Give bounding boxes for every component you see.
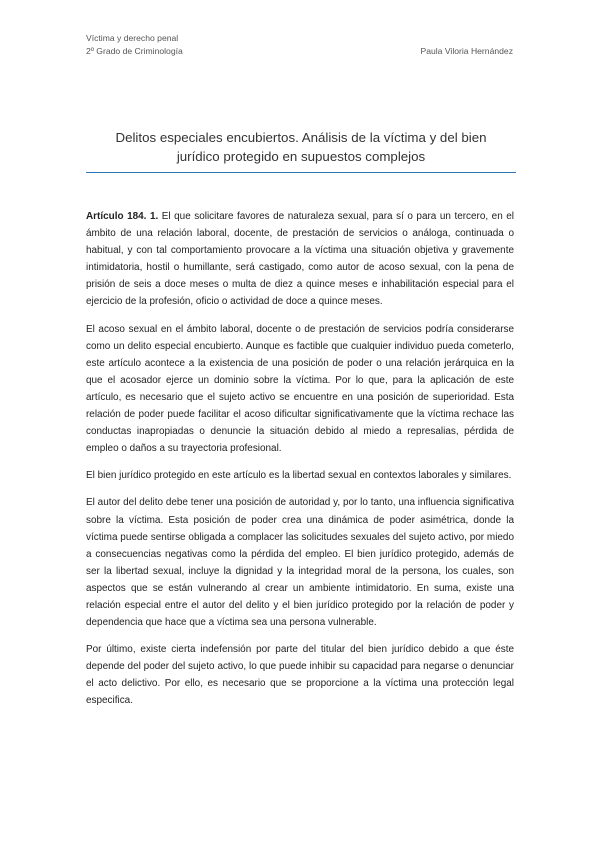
article-paragraph (86, 208, 514, 311)
document-body (86, 208, 514, 720)
article-text: El que solicitare favores de naturaleza sexual, para sí o para un tercero, en el ámbito de una relación laboral, docente, de prestación de servicios o análoga, continuada o habitual, y con tal comportamiento provocare a la víctima una situación objetiva y gravemente intimidatoria, hostil o humillante, será castigado, como autor de acoso sexual, con la pena de prisión de seis a doce meses o multa de diez a quince meses e inhabilitación especial para el ejercicio de la profesión, oficio o actividad de doce a quince meses. (86, 211, 514, 308)
title-line-2: jurídico protegido en supuestos complejos (176, 149, 426, 164)
document-title (86, 128, 516, 166)
title-line-1: Delitos especiales encubiertos. Análisis de la víctima y del bien (115, 130, 487, 145)
paragraph-2: El acoso sexual en el ámbito laboral, docente o de prestación de servicios podría considerarse como un delito especial encubierto. Aunque es factible que cualquier individuo pueda cometerlo, este artículo acontece a la existencia de una posición de poder o una relación jerárquica en la que el acosador ejerce un dominio sobre la víctima. Por lo que, para la aplicación de este artículo, es necesario que el sujeto activo se encuentre en una posición de superioridad. Esta relación de poder puede facilitar el acoso dificultar significativamente que la víctima rechace las conductas inapropiadas o denuncie la situación debido al miedo a represalias, pérdida de empleo o daños a su trayectoria profesional. (86, 323, 514, 455)
page-header-left (86, 32, 183, 58)
title-underline (86, 172, 516, 173)
paragraph-3: El bien jurídico protegido en este artículo es la libertad sexual en contextos laborales y similares. (86, 470, 512, 482)
header-subject: Víctima y derecho penal (86, 33, 179, 43)
paragraph-4: El autor del delito debe tener una posición de autoridad y, por lo tanto, una influencia significativa sobre la víctima. Esta posición de poder crea una dinámica de poder asimétrica, donde la víctima puede sentirse obligada a complacer las solicitudes sexuales del sujeto activo, por miedo a consecuencias negativas como la pérdida del empleo. El bien jurídico protegido, además de ser la libertad sexual, incluye la dignidad y la integridad moral de la persona, los cuales, son aspectos que se están vulnerando al crear un ambiente intimidatorio. En suma, existe una relación especial entre el autor del delito y el bien jurídico protegido por la relación de poder y dependencia que hace que a víctima sea una persona vulnerable. (86, 497, 514, 629)
paragraph-5: Por último, existe cierta indefensión por parte del titular del bien jurídico debido a que éste depende del poder del sujeto activo, lo que puede inhibir su capacidad para negarse o denunciar el acto delictivo. Por ello, es necesario que se proporcione a la víctima una protección legal especifica. (86, 644, 514, 707)
header-author: Paula Viloria Hernández (420, 46, 513, 56)
article-label: Artículo 184. 1. (86, 211, 159, 222)
header-degree: 2º Grado de Criminología (86, 46, 183, 56)
